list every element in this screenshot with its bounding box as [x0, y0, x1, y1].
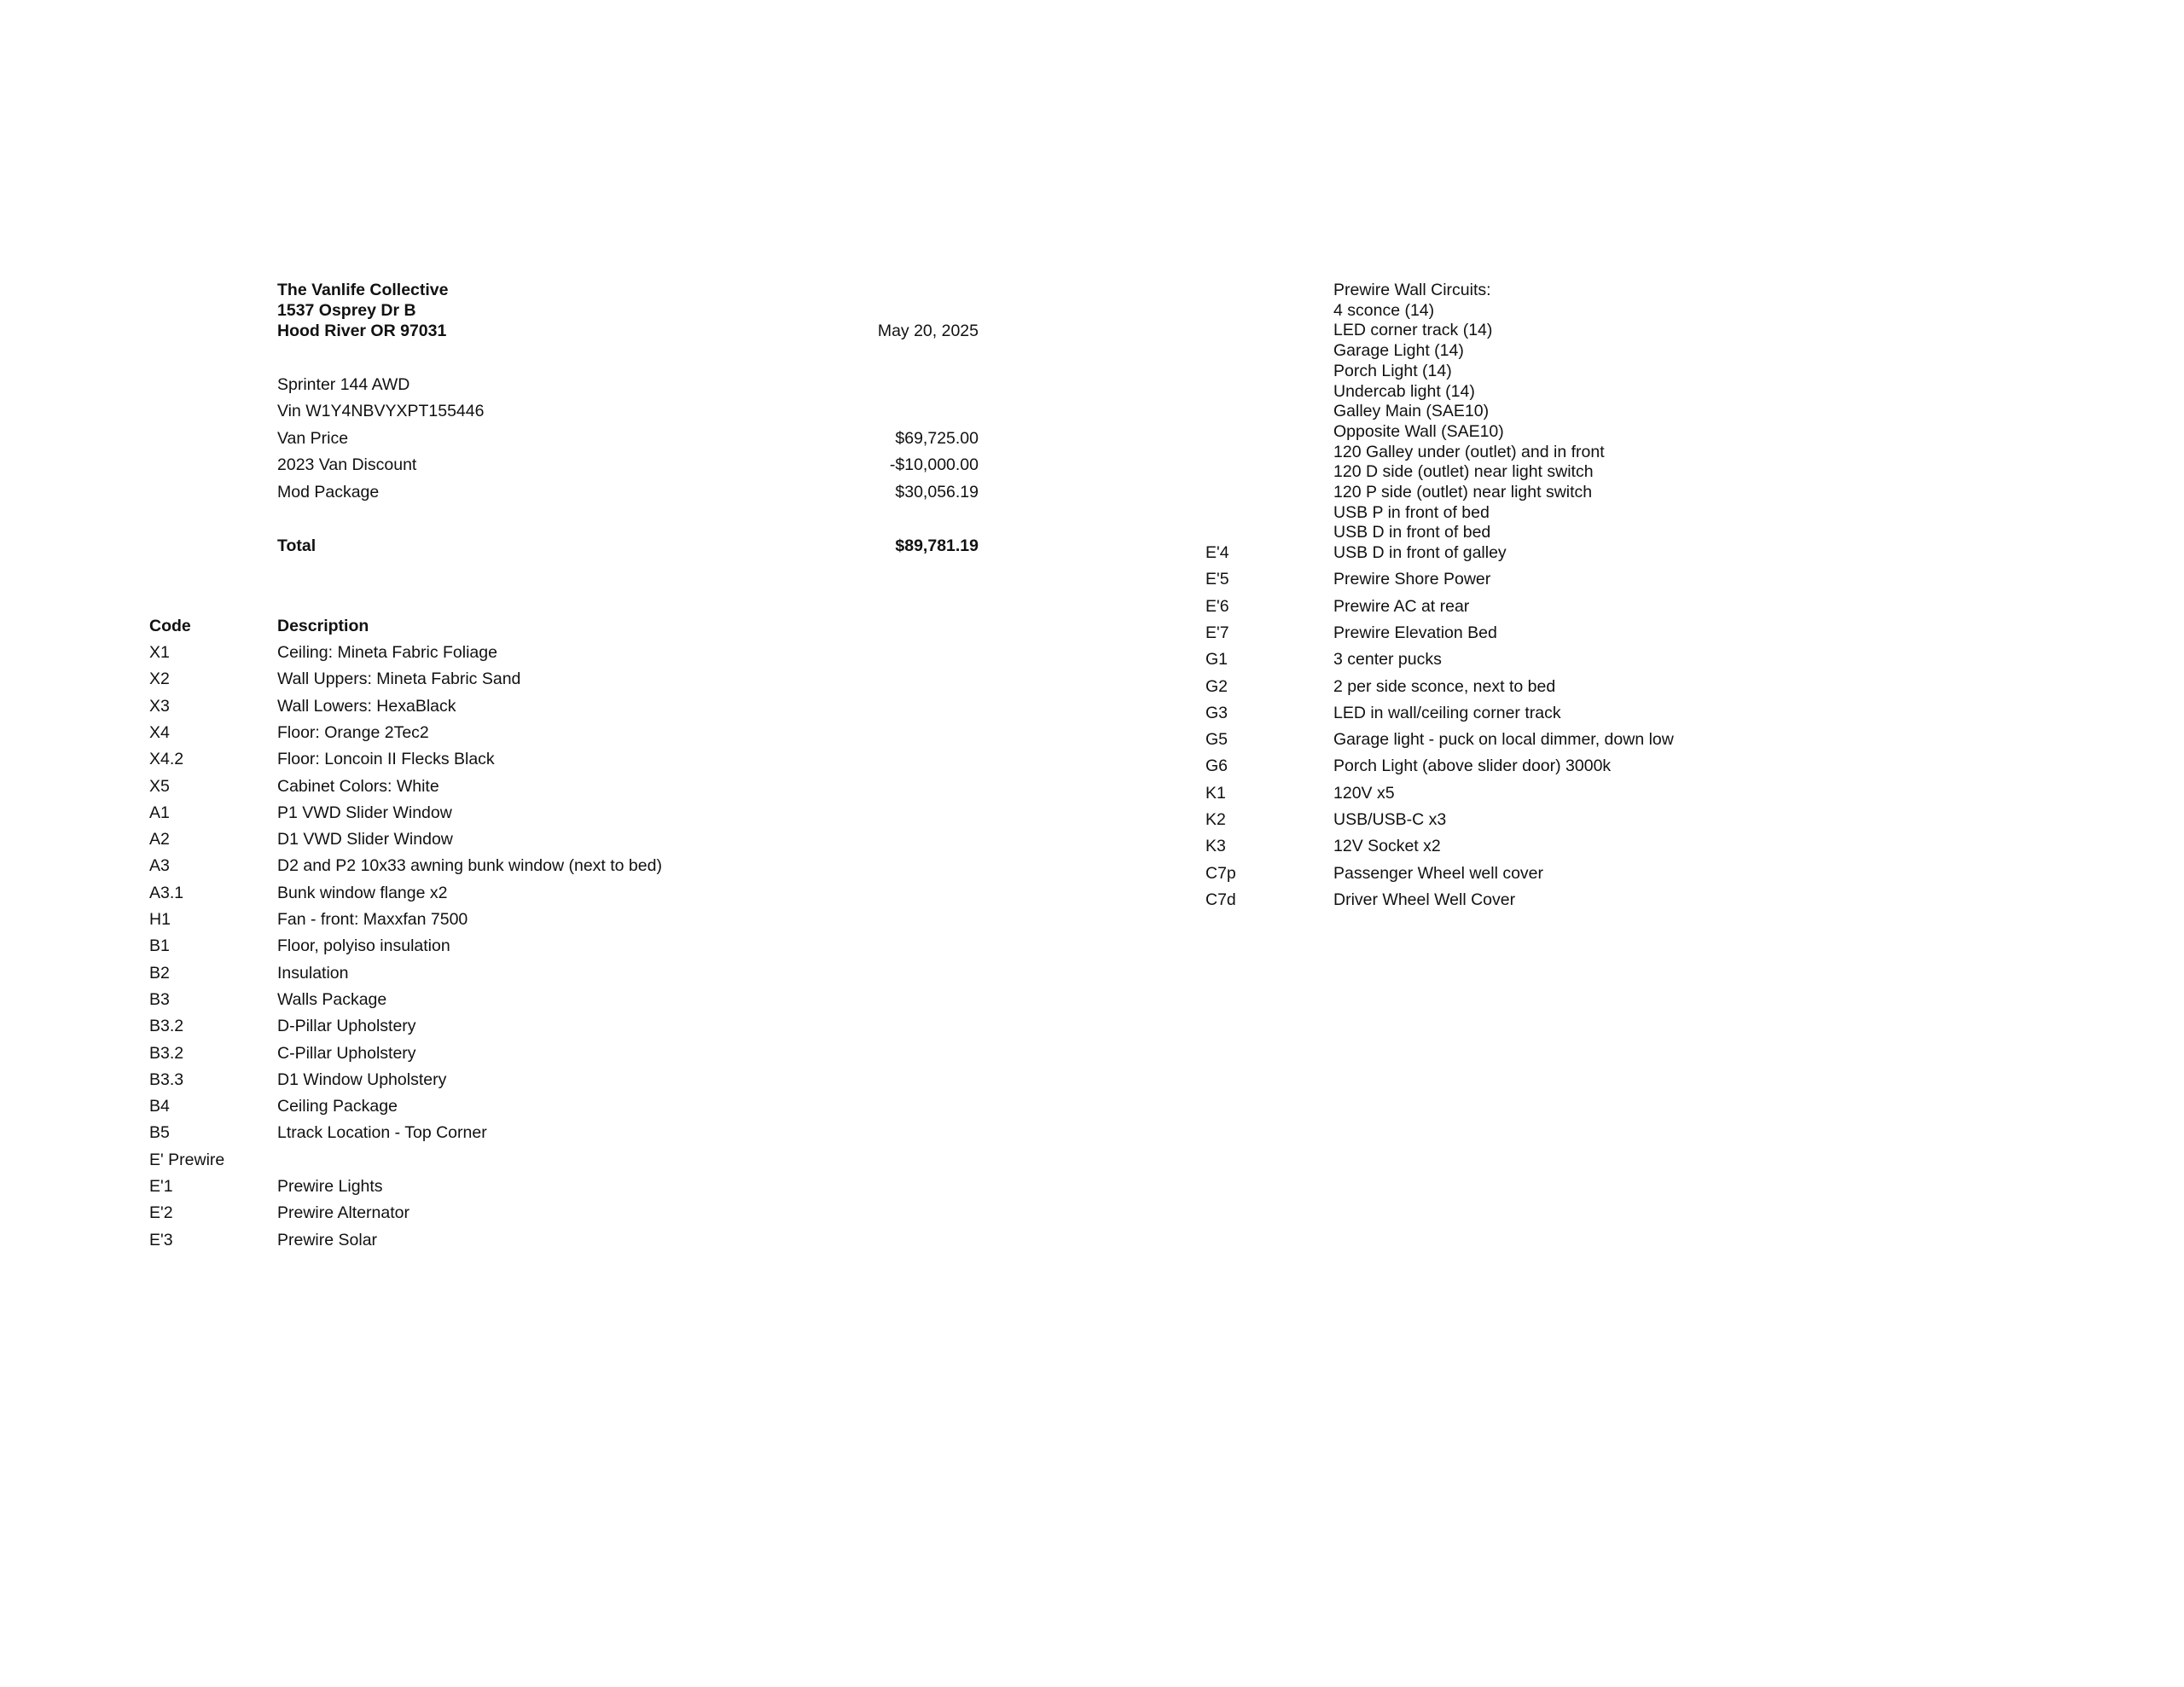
item-description: Floor, polyiso insulation [277, 936, 450, 955]
item-code: E' Prewire [149, 1151, 225, 1169]
item-code: X5 [149, 777, 170, 796]
item-description: 12V Socket x2 [1333, 837, 1441, 855]
description-column-header: Description [277, 617, 369, 635]
document-date: May 20, 2025 [877, 322, 979, 340]
item-code: E'1 [149, 1177, 173, 1196]
item-description: Porch Light (above slider door) 3000k [1333, 757, 1612, 775]
item-code: E'4 [1205, 543, 1229, 562]
item-description: USB/USB-C x3 [1333, 810, 1447, 829]
item-description: Floor: Loncoin II Flecks Black [277, 750, 495, 768]
item-code: K2 [1205, 810, 1226, 829]
item-code: C7p [1205, 864, 1236, 883]
item-description: Fan - front: Maxxfan 7500 [277, 910, 468, 929]
price-label: 2023 Van Discount [277, 455, 417, 474]
item-description: 120V x5 [1333, 784, 1395, 803]
item-code: X3 [149, 697, 170, 716]
item-code: B4 [149, 1097, 170, 1116]
item-description: D2 and P2 10x33 awning bunk window (next to bed) [277, 856, 662, 875]
company-name: The Vanlife Collective [277, 281, 449, 299]
prewire-note-line: Garage Light (14) [1333, 341, 1464, 360]
item-code: B3 [149, 990, 170, 1009]
item-code: B1 [149, 936, 170, 955]
prewire-notes-heading: Prewire Wall Circuits: [1333, 281, 1491, 299]
item-code: B2 [149, 964, 170, 983]
item-description: Ceiling Package [277, 1097, 398, 1116]
item-description: D1 Window Upholstery [277, 1070, 447, 1089]
item-code: C7d [1205, 890, 1236, 909]
price-amount: $30,056.19 [895, 483, 979, 501]
prewire-note-line: Galley Main (SAE10) [1333, 402, 1490, 420]
item-code: E'2 [149, 1203, 173, 1222]
item-description: USB D in front of galley [1333, 543, 1507, 562]
item-description: Insulation [277, 964, 349, 983]
item-description: Prewire Solar [277, 1231, 378, 1249]
item-description: Ceiling: Mineta Fabric Foliage [277, 643, 497, 662]
item-code: B5 [149, 1123, 170, 1142]
item-description: D1 VWD Slider Window [277, 830, 453, 849]
prewire-note-line: Porch Light (14) [1333, 362, 1452, 380]
item-code: B3.3 [149, 1070, 184, 1089]
prewire-note-line: 120 D side (outlet) near light switch [1333, 462, 1594, 481]
item-code: A3.1 [149, 884, 184, 902]
item-description: Passenger Wheel well cover [1333, 864, 1544, 883]
prewire-note-line: LED corner track (14) [1333, 321, 1493, 339]
item-code: H1 [149, 910, 171, 929]
item-code: X4.2 [149, 750, 184, 768]
item-description: Prewire Shore Power [1333, 570, 1491, 588]
item-description: 3 center pucks [1333, 650, 1442, 669]
item-code: B3.2 [149, 1017, 184, 1035]
prewire-note-line: USB P in front of bed [1333, 503, 1490, 522]
item-code: G3 [1205, 704, 1228, 722]
item-code: A3 [149, 856, 170, 875]
item-code: K1 [1205, 784, 1226, 803]
item-code: E'6 [1205, 597, 1229, 616]
item-code: B3.2 [149, 1044, 184, 1063]
vehicle-vin: Vin W1Y4NBVYXPT155446 [277, 402, 485, 420]
item-code: G1 [1205, 650, 1228, 669]
prewire-note-line: Opposite Wall (SAE10) [1333, 422, 1504, 441]
item-code: E'7 [1205, 623, 1229, 642]
vehicle-model: Sprinter 144 AWD [277, 375, 410, 394]
price-amount: -$10,000.00 [889, 455, 979, 474]
item-description: 2 per side sconce, next to bed [1333, 677, 1556, 696]
item-description: P1 VWD Slider Window [277, 803, 452, 822]
item-code: G5 [1205, 730, 1228, 749]
item-description: Prewire AC at rear [1333, 597, 1470, 616]
item-code: K3 [1205, 837, 1226, 855]
price-label: Van Price [277, 429, 349, 448]
prewire-note-line: Undercab light (14) [1333, 382, 1475, 401]
company-address-line2: Hood River OR 97031 [277, 322, 447, 340]
item-code: X2 [149, 670, 170, 688]
item-description: Driver Wheel Well Cover [1333, 890, 1516, 909]
item-code: X1 [149, 643, 170, 662]
item-description: Cabinet Colors: White [277, 777, 439, 796]
prewire-note-line: 120 Galley under (outlet) and in front [1333, 443, 1605, 461]
item-description: Wall Lowers: HexaBlack [277, 697, 456, 716]
item-description: C-Pillar Upholstery [277, 1044, 416, 1063]
code-column-header: Code [149, 617, 191, 635]
item-description: Wall Uppers: Mineta Fabric Sand [277, 670, 521, 688]
prewire-note-line: USB D in front of bed [1333, 523, 1491, 542]
item-description: LED in wall/ceiling corner track [1333, 704, 1561, 722]
item-code: G6 [1205, 757, 1228, 775]
total-amount: $89,781.19 [895, 536, 979, 555]
item-description: Walls Package [277, 990, 387, 1009]
item-code: E'5 [1205, 570, 1229, 588]
total-label: Total [277, 536, 317, 555]
item-code: G2 [1205, 677, 1228, 696]
item-description: Floor: Orange 2Tec2 [277, 723, 429, 742]
item-description: D-Pillar Upholstery [277, 1017, 416, 1035]
item-description: Prewire Elevation Bed [1333, 623, 1497, 642]
item-code: E'3 [149, 1231, 173, 1249]
price-label: Mod Package [277, 483, 380, 501]
item-description: Ltrack Location - Top Corner [277, 1123, 487, 1142]
item-code: X4 [149, 723, 170, 742]
item-description: Prewire Lights [277, 1177, 383, 1196]
price-amount: $69,725.00 [895, 429, 979, 448]
item-code: A1 [149, 803, 170, 822]
prewire-note-line: 120 P side (outlet) near light switch [1333, 483, 1593, 501]
item-description: Garage light - puck on local dimmer, down low [1333, 730, 1674, 749]
prewire-note-line: 4 sconce (14) [1333, 301, 1435, 320]
item-description: Prewire Alternator [277, 1203, 410, 1222]
item-code: A2 [149, 830, 170, 849]
company-address-line1: 1537 Osprey Dr B [277, 301, 416, 320]
item-description: Bunk window flange x2 [277, 884, 448, 902]
